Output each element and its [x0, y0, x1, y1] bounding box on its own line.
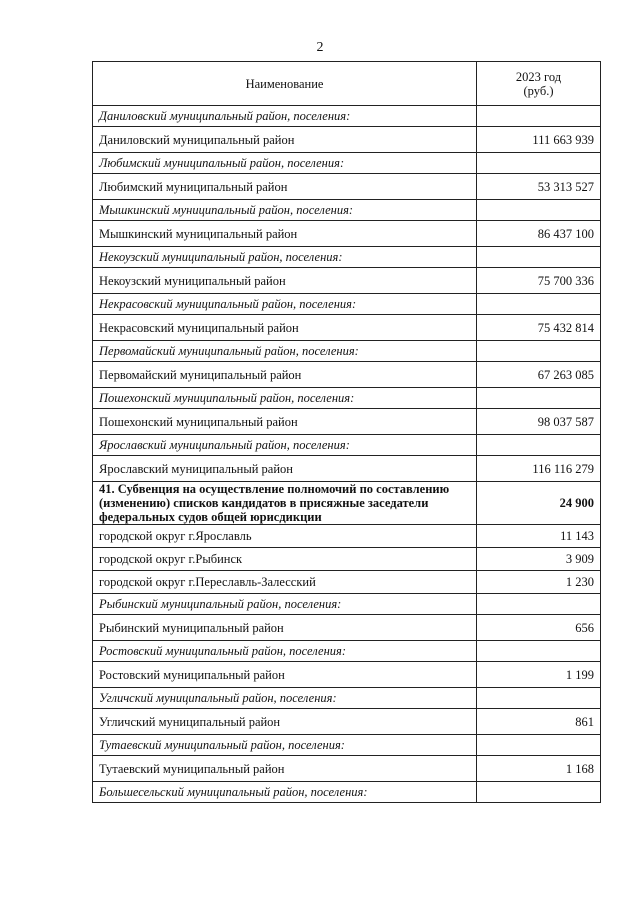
- row-name-cell: Любимский муниципальный район, поселения:: [93, 153, 477, 174]
- table-row: [93, 106, 601, 127]
- table-row: [93, 782, 601, 803]
- row-value-cell: 1 168: [477, 756, 601, 782]
- table-row: [93, 594, 601, 615]
- page-number: 2: [316, 40, 324, 55]
- table-row: [93, 615, 601, 641]
- row-value-cell: 75 432 814: [477, 315, 601, 341]
- table-row: [93, 688, 601, 709]
- table-row: [93, 641, 601, 662]
- row-name-cell: Тутаевский муниципальный район, поселения:: [93, 735, 477, 756]
- row-name-cell: Первомайский муниципальный район: [93, 362, 477, 388]
- row-name-cell: городской округ г.Ярославль: [93, 525, 477, 548]
- row-value-cell: 98 037 587: [477, 409, 601, 435]
- table-row: [93, 315, 601, 341]
- row-value-cell: 111 663 939: [477, 127, 601, 153]
- row-name-cell: городской округ г.Переславль-Залесский: [93, 571, 477, 594]
- row-value-cell: 3 909: [477, 548, 601, 571]
- row-name-cell: Тутаевский муниципальный район: [93, 756, 477, 782]
- row-name-cell: Некоузский муниципальный район: [93, 268, 477, 294]
- row-name-cell: 41. Субвенция на осуществление полномочий по составлению (изменению) списков кандидатов в присяжные заседатели федеральных судов общей юрисдикции: [93, 482, 477, 525]
- table-row: [93, 525, 601, 548]
- row-name-cell: городской округ г.Рыбинск: [93, 548, 477, 571]
- row-name-cell: Ярославский муниципальный район: [93, 456, 477, 482]
- row-name-cell: Угличский муниципальный район: [93, 709, 477, 735]
- column-header-year-label: 2023 год: [515, 69, 562, 84]
- row-value-cell: [477, 247, 601, 268]
- row-name-cell: Пошехонский муниципальный район, поселения:: [93, 388, 477, 409]
- row-name-cell: Пошехонский муниципальный район: [93, 409, 477, 435]
- row-name-cell: Ярославский муниципальный район, поселения:: [93, 435, 477, 456]
- table-row: [93, 341, 601, 362]
- table-row: [93, 153, 601, 174]
- row-name-cell: Мышкинский муниципальный район: [93, 221, 477, 247]
- row-value-cell: [477, 641, 601, 662]
- column-header-unit: (руб.): [523, 83, 554, 98]
- row-name-cell: Мышкинский муниципальный район, поселения:: [93, 200, 477, 221]
- row-value-cell: [477, 106, 601, 127]
- row-value-cell: 67 263 085: [477, 362, 601, 388]
- table-row: [93, 456, 601, 482]
- row-value-cell: [477, 341, 601, 362]
- table-row: [93, 221, 601, 247]
- row-name-cell: Некрасовский муниципальный район: [93, 315, 477, 341]
- row-name-cell: Некрасовский муниципальный район, поселения:: [93, 294, 477, 315]
- table-row: [93, 756, 601, 782]
- table-row: [93, 200, 601, 221]
- row-value-cell: 1 199: [477, 662, 601, 688]
- row-name-cell: Ростовский муниципальный район: [93, 662, 477, 688]
- table-row: [93, 268, 601, 294]
- table-row: [93, 388, 601, 409]
- row-name-cell: Даниловский муниципальный район: [93, 127, 477, 153]
- table-row: [93, 482, 601, 525]
- row-name-cell: Рыбинский муниципальный район: [93, 615, 477, 641]
- row-value-cell: 1 230: [477, 571, 601, 594]
- row-value-cell: [477, 200, 601, 221]
- row-name-cell: Рыбинский муниципальный район, поселения:: [93, 594, 477, 615]
- table-row: [93, 548, 601, 571]
- table-body: [93, 106, 601, 803]
- table-row: [93, 435, 601, 456]
- table-row: [93, 709, 601, 735]
- table-row: [93, 294, 601, 315]
- row-value-cell: [477, 782, 601, 803]
- row-value-cell: [477, 594, 601, 615]
- row-value-cell: [477, 153, 601, 174]
- budget-table: [92, 61, 601, 803]
- table-row: [93, 571, 601, 594]
- row-name-cell: Некоузский муниципальный район, поселения:: [93, 247, 477, 268]
- table-row: [93, 662, 601, 688]
- table-row: [93, 362, 601, 388]
- row-value-cell: 11 143: [477, 525, 601, 548]
- row-value-cell: [477, 388, 601, 409]
- column-header-name: Наименование: [93, 62, 477, 106]
- row-name-cell: Даниловский муниципальный район, поселения:: [93, 106, 477, 127]
- row-value-cell: 24 900: [477, 482, 601, 525]
- table-row: [93, 409, 601, 435]
- row-name-cell: Первомайский муниципальный район, поселения:: [93, 341, 477, 362]
- row-value-cell: 75 700 336: [477, 268, 601, 294]
- row-value-cell: 53 313 527: [477, 174, 601, 200]
- column-header-year: [477, 62, 601, 106]
- row-name-cell: Ростовский муниципальный район, поселения:: [93, 641, 477, 662]
- table-row: [93, 735, 601, 756]
- row-value-cell: 116 116 279: [477, 456, 601, 482]
- row-value-cell: [477, 688, 601, 709]
- table-header-row: [93, 62, 601, 106]
- table-row: [93, 174, 601, 200]
- row-value-cell: 656: [477, 615, 601, 641]
- row-name-cell: Угличский муниципальный район, поселения:: [93, 688, 477, 709]
- table-row: [93, 247, 601, 268]
- table-row: [93, 127, 601, 153]
- row-value-cell: 861: [477, 709, 601, 735]
- row-value-cell: [477, 435, 601, 456]
- row-value-cell: [477, 735, 601, 756]
- row-value-cell: [477, 294, 601, 315]
- row-value-cell: 86 437 100: [477, 221, 601, 247]
- row-name-cell: Любимский муниципальный район: [93, 174, 477, 200]
- row-name-cell: Большесельский муниципальный район, поселения:: [93, 782, 477, 803]
